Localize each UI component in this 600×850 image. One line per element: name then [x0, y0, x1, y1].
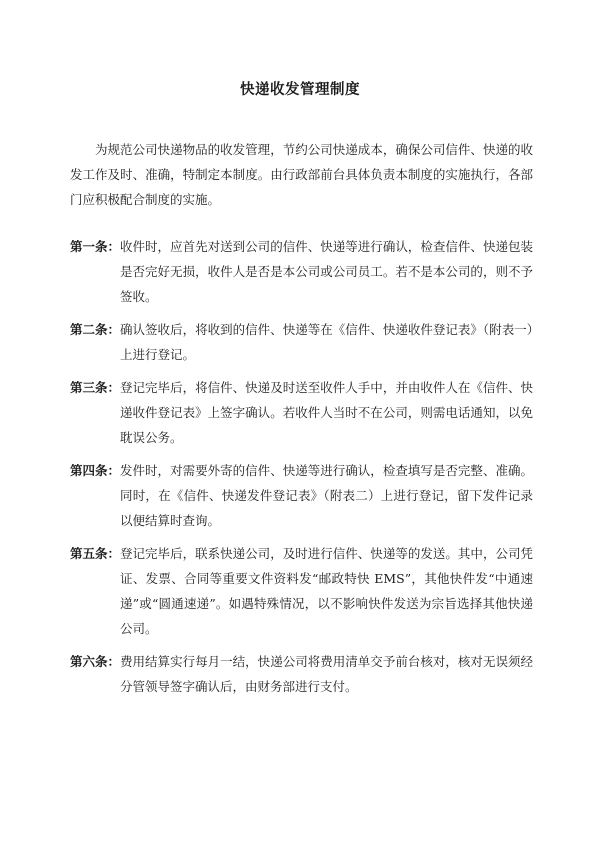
article-list	[70, 234, 533, 707]
article-label: 第二条：	[70, 322, 121, 337]
article-3	[70, 375, 533, 450]
article-2	[70, 317, 533, 367]
article-text: 发件时，对需要外寄的信件、快递等进行确认，检查填写是否完整、准确。同时，在《信件、快递发件登记表》（附表二）上进行登记，留下发件记录以便结算时查询。	[120, 463, 533, 528]
article-text: 确认签收后，将收到的信件、快递等在《信件、快递收件登记表》（附表一）上进行登记。	[120, 322, 533, 362]
article-4	[70, 458, 533, 533]
document-title: 快递收发管理制度	[240, 82, 360, 98]
intro-paragraph: 为规范公司快递物品的收发管理，节约公司快递成本，确保公司信件、快递的收发工作及时、准确，特制定本制度。由行政部前台具体负责本制度的实施执行，各部门应积极配合制度的实施。	[70, 142, 533, 207]
article-label: 第五条：	[70, 546, 121, 561]
article-label: 第六条：	[70, 654, 121, 669]
article-text: 收件时，应首先对送到公司的信件、快递等进行确认，检查信件、快递包装是否完好无损，收件人是否是本公司或公司员工。若不是本公司的，则不予签收。	[120, 239, 533, 304]
article-6	[70, 649, 533, 699]
article-label: 第四条：	[70, 463, 121, 478]
article-label: 第三条：	[70, 380, 121, 395]
article-label: 第一条：	[70, 239, 121, 254]
article-text: 登记完毕后，将信件、快递及时送至收件人手中，并由收件人在《信件、快递收件登记表》上签字确认。若收件人当时不在公司，则需电话通知，以免耽误公务。	[120, 380, 533, 445]
article-5	[70, 541, 533, 641]
article-1	[70, 234, 533, 309]
article-text: 登记完毕后，联系快递公司，及时进行信件、快递等的发送。其中，公司凭证、发票、合同等重要文件资料发“邮政特快 EMS”，其他快件发“中通速递”或“圆通速递”。如遇特殊情况，以不影响快件发送为宗旨选择其他快递公司。	[120, 546, 533, 636]
article-text: 费用结算实行每月一结，快递公司将费用清单交予前台核对，核对无误须经分管领导签字确认后，由财务部进行支付。	[120, 654, 533, 694]
